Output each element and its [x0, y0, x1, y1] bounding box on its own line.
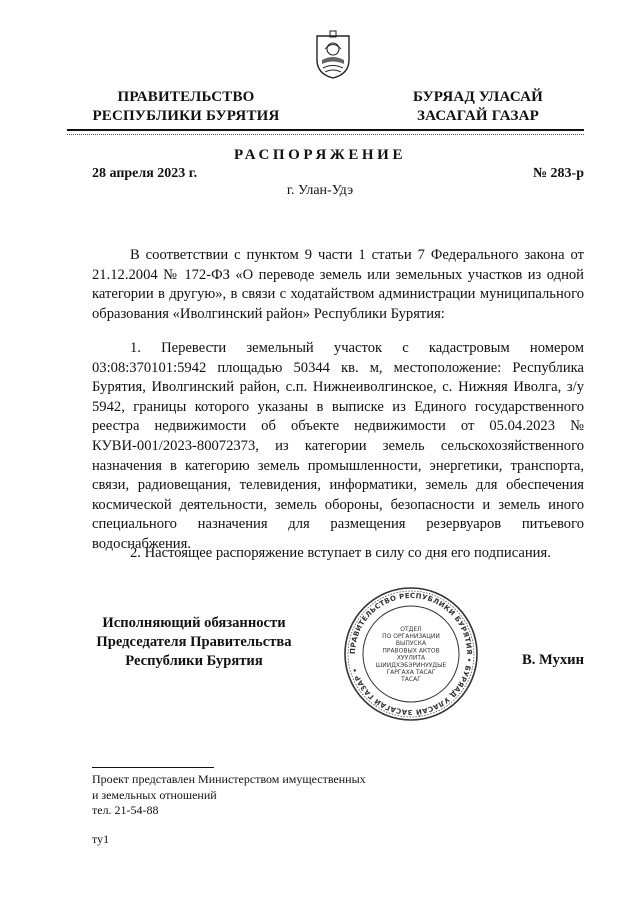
footer-tag: ту1	[92, 832, 110, 846]
svg-text:ОТДЕЛ: ОТДЕЛ	[400, 625, 422, 633]
svg-text:ПРАВИТЕЛЬСТВО РЕСПУБЛИКИ БУРЯТ: ПРАВИТЕЛЬСТВО РЕСПУБЛИКИ БУРЯТИЯ • БУРЯАД УЛАСАЙ ЗАСАГАЙ ГАЗАР •	[348, 591, 474, 717]
footer-line1: Проект представлен Министерством имущественных	[92, 772, 366, 786]
signatory-line1: Исполняющий обязанности	[102, 615, 286, 631]
svg-text:ШИИДХЭБЭРИНУУДЫЕ: ШИИДХЭБЭРИНУУДЫЕ	[375, 661, 447, 669]
svg-text:ХУУЛИТА: ХУУЛИТА	[396, 654, 426, 662]
signatory-name: В. Мухин	[521, 652, 584, 668]
header-left	[88, 88, 284, 126]
svg-text:ПРАВОВЫХ АКТОВ: ПРАВОВЫХ АКТОВ	[382, 647, 440, 655]
document-date: 28 апреля 2023 г.	[92, 166, 198, 181]
document-title: РАСПОРЯЖЕНИЕ	[233, 147, 407, 163]
header-divider	[67, 129, 584, 131]
header-left-line1: ПРАВИТЕЛЬСТВО	[117, 89, 255, 105]
paragraph-item-2: 2. Настоящее распоряжение вступает в силу со дня его подписания.	[130, 545, 551, 561]
signatory-line3: Республики Бурятия	[125, 653, 263, 669]
footer-divider	[92, 767, 214, 768]
signatory-title	[80, 614, 308, 671]
header-right-line1: БУРЯАД УЛАСАЙ	[412, 89, 544, 105]
official-seal-icon	[343, 586, 479, 722]
svg-text:ПО ОРГАНИЗАЦИИ: ПО ОРГАНИЗАЦИИ	[382, 633, 440, 640]
svg-text:ГАРГАХА ТАСАГ: ГАРГАХА ТАСАГ	[386, 669, 436, 676]
header-right	[398, 88, 558, 126]
paragraph-item-1: 1. Перевести земельный участок с кадастровым номером 03:08:370101:5942 площадью 50344 кв. м, местоположение: Республика Бурятия, Иволгинский район, с.п. Нижнеиволгинское, с. Нижняя Иволга, з/у 5942, границы которого указаны в выписке из Единого государственного реестра недвижимости об объекте недвижимости от 05.04.2023 № КУВИ-001/2023-80072373, из категории земель сельскохозяйственного назначения в категорию земель промышленности, энергетики, транспорта, связи, радиовещания, телевидения, информатики, земель для обеспечения космической деятельности, земель обороны, безопасности и земель иного специального назначения для размещения резервуаров питьевого водоснабжения.	[92, 340, 584, 552]
document-city: г. Улан-Удэ	[286, 183, 354, 198]
header-divider-dotted	[67, 134, 584, 135]
footer-line2: и земельных отношений	[92, 787, 217, 802]
header-left-line2: РЕСПУБЛИКИ БУРЯТИЯ	[92, 108, 280, 124]
coat-of-arms-icon	[311, 30, 355, 80]
header-right-line2: ЗАСАГАЙ ГАЗАР	[417, 108, 539, 124]
paragraph-intro: В соответствии с пунктом 9 части 1 статьи 7 Федерального закона от 21.12.2004 № 172-ФЗ «О переводе земель или земельных участков из одной категории в другую», в связи с ходатайством администрации муниципального образования «Иволгинский район» Республики Бурятия:	[92, 247, 584, 322]
footer-note	[92, 772, 412, 819]
svg-text:ТАСАГ: ТАСАГ	[401, 676, 421, 684]
document-number: № 283-р	[532, 166, 584, 181]
footer-line3: тел. 21-54-88	[92, 803, 159, 817]
signatory-line2: Председателя Правительства	[96, 634, 292, 650]
svg-text:ВЫПУСКА: ВЫПУСКА	[395, 640, 427, 648]
